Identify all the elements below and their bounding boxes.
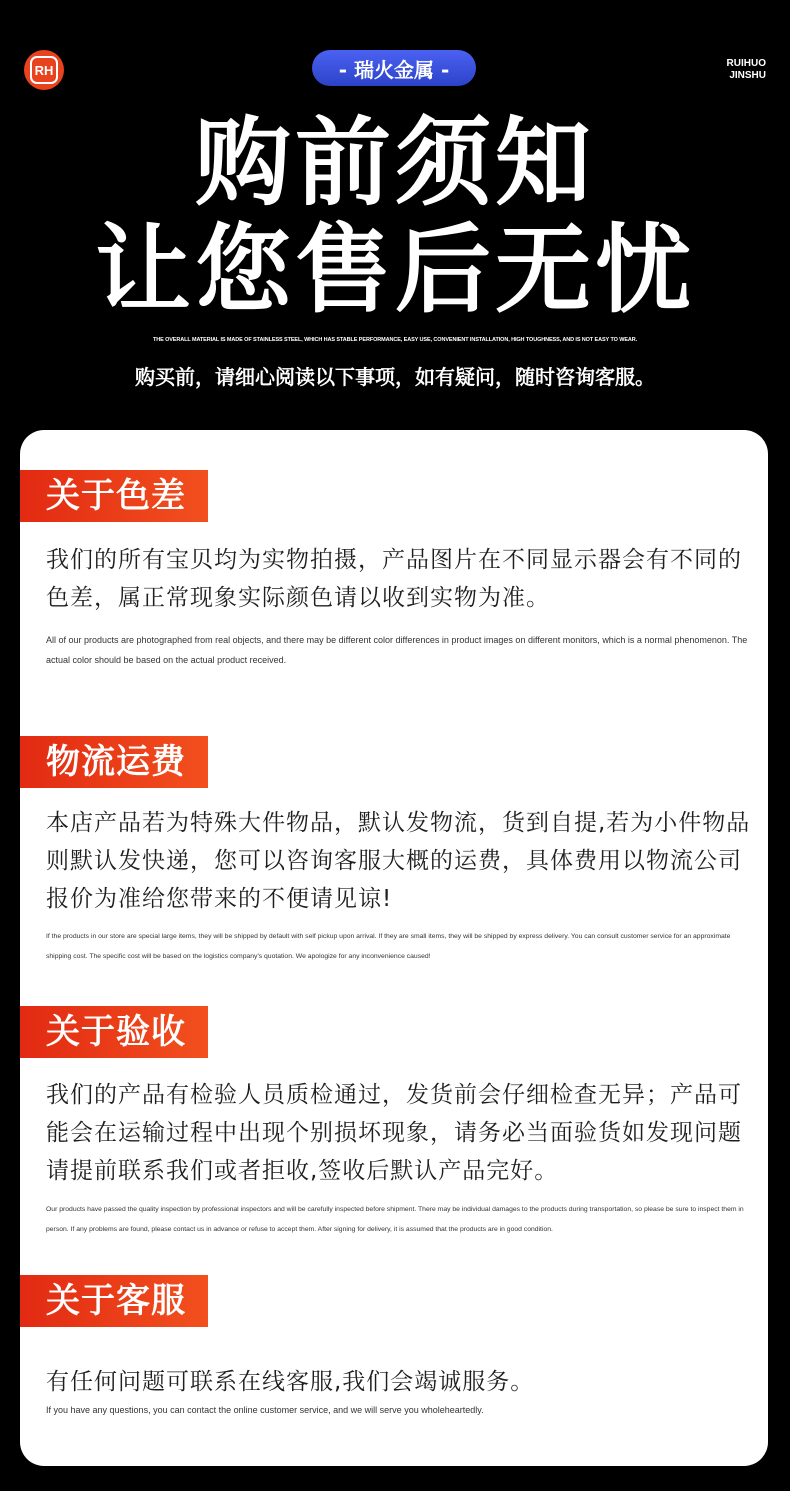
section-label-shipping: 物流运费 [20,736,208,788]
logo-mark [29,55,59,85]
section-label-color-difference: 关于色差 [20,470,208,522]
page-title-line1: 购前须知 [195,107,595,219]
section-text-en: All of our products are photographed from real objects, and there may be different color differences in product images on different monitors, which is a normal phenomenon. The actual color should be based on the actual product received. [46,635,748,665]
tagline-en: THE OVERALL MATERIAL IS MADE OF STAINLESS STEEL, WHICH HAS STABLE PERFORMANCE, EASY USE, CONVENIENT INSTALLATION, HIGH TOUGHNESS, AND IS NOT EASY TO WEAR. [152,337,638,343]
section-text-zh: 我们的产品有检验人员质检通过，发货前会仔细检查无异；产品可能会在运输过程中出现个别损坏现象，请务必当面验货如发现问题请提前联系我们或者拒收,签收后默认产品完好。 [46,1082,742,1184]
section-text-zh: 本店产品若为特殊大件物品，默认发物流，货到自提,若为小件物品则默认发快递，您可以咨询客服大概的运费，具体费用以物流公司报价为准给您带来的不便请见谅! [46,810,751,912]
brand-en-line1: RUIHUO [726,58,766,69]
section-text-zh: 我们的所有宝贝均为实物拍摄，产品图片在不同显示器会有不同的色差，属正常现象实际颜色请以收到实物为准。 [46,547,742,611]
page-title-line2: 让您售后无忧 [95,214,695,326]
section-label-customer-service: 关于客服 [20,1275,208,1327]
section-text-en: Our products have passed the quality inspection by professional inspectors and will be carefully inspected before shipment. There may be individual damages to the products during transportation, so please be sure to inspect them in person. If any problems are found, please contact us in advance or refuse to accept them. After signing for delivery, it is assumed that the products are in good condition. [46,1206,744,1233]
brand-logo-icon [24,50,64,90]
section-text-en: If the products in our store are special large items, they will be shipped by default with self pickup upon arrival. If they are small items, they will be shipped by express delivery. You can consult customer service for an approximate shipping cost. The specific cost will be based on the logistics company's quotation. We apologize for any inconvenience caused! [46,933,731,960]
notice-card [20,430,768,1466]
svg-text:RH: RH [34,63,54,78]
section-text-zh: 有任何问题可联系在线客服,我们会竭诚服务。 [46,1369,535,1395]
brand-name-badge: - 瑞火金属 - [312,50,476,86]
section-text-en: If you have any questions, you can contact the online customer service, and we will serve you wholeheartedly. [46,1405,484,1415]
section-label-acceptance: 关于验收 [20,1006,208,1058]
tagline-zh: 购买前，请细心阅读以下事项，如有疑问，随时咨询客服。 [135,365,655,389]
brand-name-en [727,58,766,82]
brand-en-line2: JINSHU [729,70,766,81]
header [0,0,790,430]
